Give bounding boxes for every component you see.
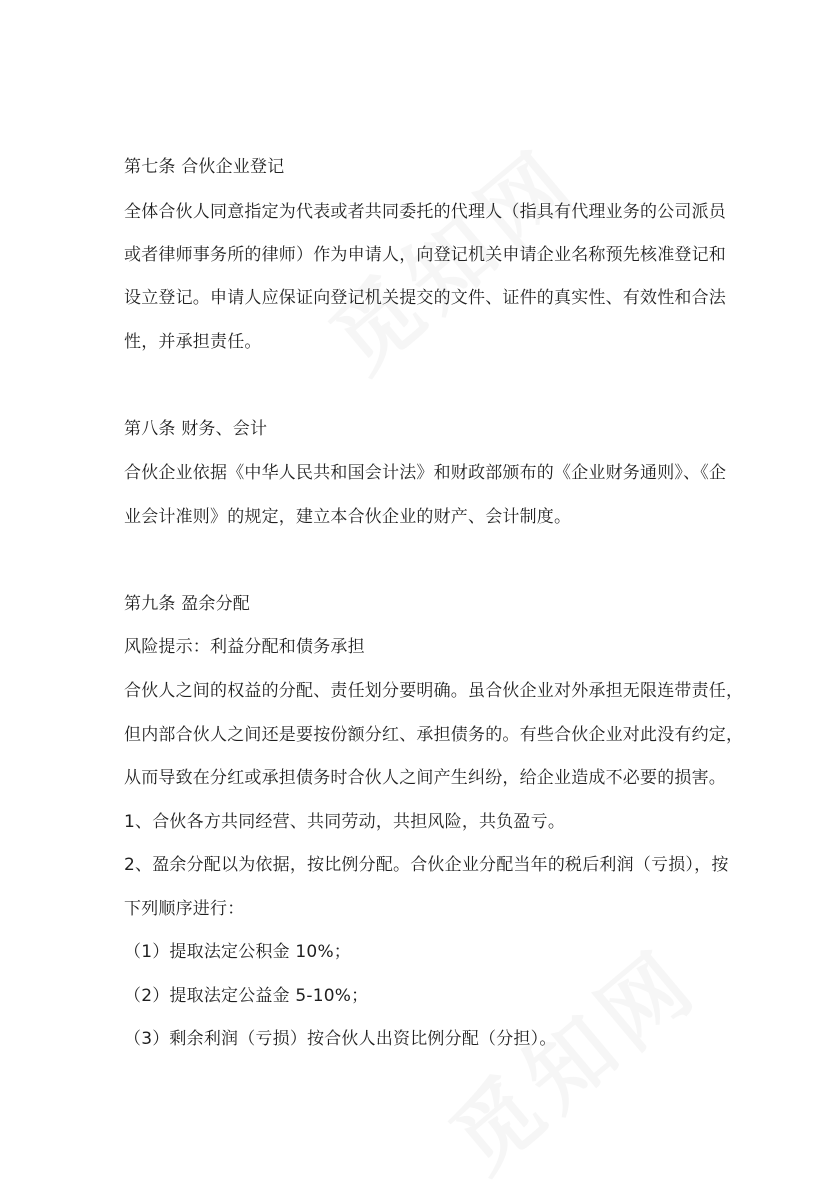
article-9-title: 第九条 盈余分配 bbox=[124, 594, 251, 614]
article-9-list-item: （2）提取法定公益金 5-10%； bbox=[124, 986, 369, 1006]
article-9-line: 2、盈余分配以为依据，按比例分配。合伙企业分配当年的税后利润（亏损），按 bbox=[124, 855, 729, 875]
article-7-line: 或者律师事务所的律师）作为申请人，向登记机关申请企业名称预先核准登记和 bbox=[124, 245, 726, 265]
article-7-line: 性，并承担责任。 bbox=[124, 332, 262, 352]
article-7-title: 第七条 合伙企业登记 bbox=[124, 157, 285, 177]
article-8-line: 合伙企业依据《中华人民共和国会计法》和财政部颁布的《企业财务通则》、《企 bbox=[124, 463, 727, 483]
article-8-line: 业会计准则》的规定，建立本合伙企业的财产、会计制度。 bbox=[124, 507, 572, 527]
article-9-line: 从而导致在分红或承担债务时合伙人之间产生纠纷，给企业造成不必要的损害。 bbox=[124, 768, 726, 788]
article-9-list-item: （3）剩余利润（亏损）按合伙人出资比例分配（分担）。 bbox=[124, 1029, 557, 1049]
article-9-line: 1、合伙各方共同经营、共同劳动，共担风险，共负盈亏。 bbox=[124, 812, 566, 832]
watermark-bottom bbox=[420, 915, 720, 1195]
article-9-list-item: （1）提取法定公积金 10%； bbox=[124, 942, 352, 962]
article-9-line: 但内部合伙人之间还是要按份额分红、承担债务的。有些合伙企业对此没有约定， bbox=[124, 725, 744, 745]
article-8-title: 第八条 财务、会计 bbox=[124, 419, 268, 439]
risk-notice: 风险提示：利益分配和债务承担 bbox=[124, 637, 365, 657]
article-7-line: 全体合伙人同意指定为代表或者共同委托的代理人（指具有代理业务的公司派员 bbox=[124, 202, 726, 222]
article-7-line: 设立登记。申请人应保证向登记机关提交的文件、证件的真实性、有效性和合法 bbox=[124, 288, 726, 308]
article-9-line: 合伙人之间的权益的分配、责任划分要明确。虽合伙企业对外承担无限连带责任， bbox=[124, 681, 744, 701]
article-9-line: 下列顺序进行： bbox=[124, 899, 245, 919]
